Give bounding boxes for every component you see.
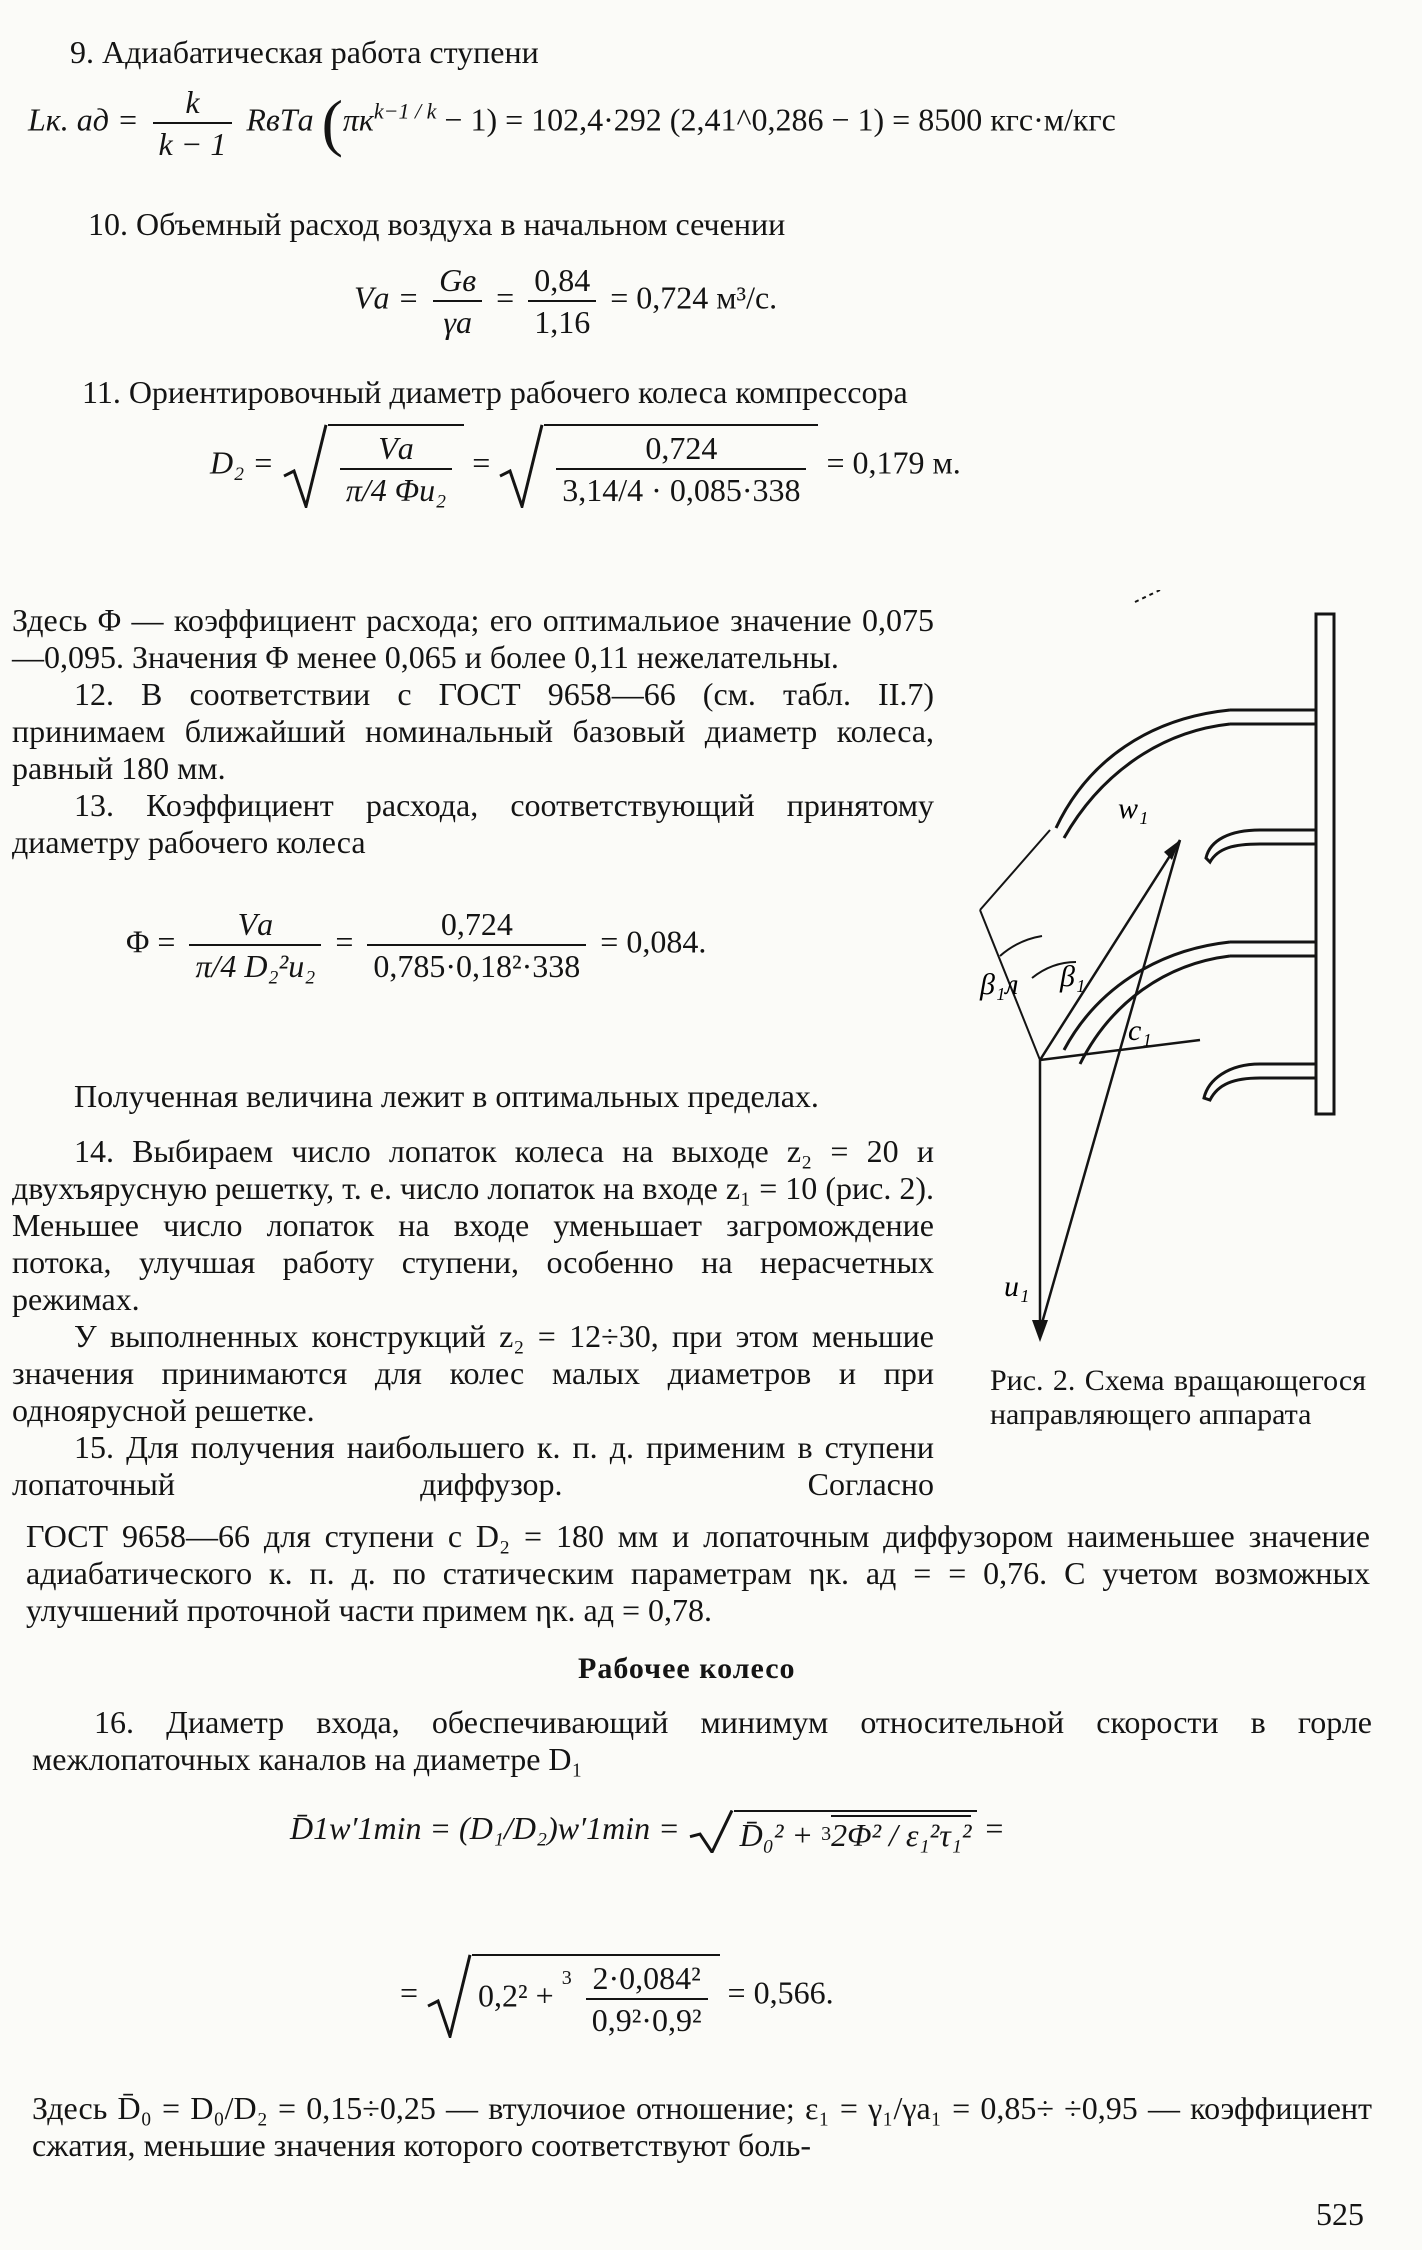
- eq11-num2: 0,724: [556, 430, 806, 470]
- eq13-lhs: Φ =: [126, 923, 176, 960]
- eq11-sqrt1: [282, 424, 464, 508]
- phi-note: Здесь Φ — коэффициент расхода; его оптимальиое значение 0,075—0,095. Значения Φ менее 0,065 и более 0,11 нежелательны.: [12, 602, 934, 675]
- radical-sign-icon: [426, 1954, 472, 2038]
- item-10-text: 10. Объемный расход воздуха в начальном сечении: [88, 206, 786, 242]
- final-note-text: Здесь D̄₀ = D₀/D₂ = 0,15÷0,25 — втулочиое отношение; ε₁ = γ₁/γа₁ = 0,85÷ ÷0,95 — коэффициент сжатия, меньшие значения которого соответствуют боль-: [32, 2090, 1372, 2163]
- tangent-line: [980, 830, 1050, 910]
- back-plate: [1316, 614, 1334, 1114]
- label-beta1: β₁: [1060, 960, 1086, 993]
- item-15b-text: ГОСТ 9658—66 для ступени с D₂ = 180 мм и лопаточным диффузором наименьшее значение адиабатического к. п. д. по статическим параметрам ηк. ад = = 0,76. С учетом возможных улучшений проточной части примем ηк. ад = 0,78.: [26, 1518, 1370, 1628]
- eq11-num1: Vа: [340, 430, 452, 470]
- eq9-num: k: [153, 84, 233, 124]
- item-9-text: 9. Адиабатическая работа ступени: [70, 34, 539, 70]
- eq13-rhs: = 0,084.: [600, 923, 707, 960]
- eq16b-frac: [586, 1960, 708, 2038]
- eq11-lhs: D₂ =: [210, 444, 274, 481]
- eq13-den1: π/4 D₂²u₂: [195, 948, 316, 984]
- eq9-den: k − 1: [158, 126, 227, 162]
- range-note: Полученная величина лежит в оптимальных пределах.: [74, 1078, 819, 1114]
- figure-caption-text: Рис. 2. Схема вращающегося направляющего аппарата: [990, 1364, 1366, 1431]
- item-16-block: [32, 1704, 1372, 1778]
- label-w1: w₁: [1118, 792, 1149, 825]
- final-note-block: [32, 2090, 1372, 2164]
- eq16-inner: D̄₀² +: [739, 1817, 814, 1854]
- leader-mark: [1135, 590, 1160, 602]
- beta1l-arc: [1000, 936, 1042, 956]
- eq10-lhs: Vа =: [354, 279, 420, 316]
- item-12-text: 12. В соответствии с ГОСТ 9658—66 (см. табл. II.7) принимаем ближайший номинальный базовый диаметр колеса, равный 180 мм.: [12, 676, 934, 786]
- eq16b-sqrt: 0,2² + $^3$ $\frac{\text{2·0,084²}}{\text{0,9²·0,9²}}$: [426, 1954, 719, 2038]
- eq11-den2: 3,14/4 · 0,085·338: [562, 472, 801, 508]
- eq9-pi: πк: [342, 101, 374, 138]
- eq13-den2: 0,785·0,18²·338: [373, 948, 581, 984]
- item-15a-text: 15. Для получения наибольшего к. п. д. применим в ступени лопаточный диффузор. Согласно: [12, 1429, 934, 1502]
- item-10-equation: Vа = $\frac{Gв}{\gamma а}$ = $\frac{0,84}{1,16}$ = 0,724 м³/с.: [354, 262, 778, 340]
- blade-2: [1206, 830, 1260, 862]
- eq11-frac1: [340, 430, 452, 508]
- eq16b-lhs: =: [400, 1974, 419, 2011]
- item-9-equation: Lк. ад = $\frac{k}{k - 1}$ RвTа $(\pi к^{k-1 / k} - 1) = 102,4\cdot 292$ (2,41^0,286 − 1) = 8500 кгс·м/кгс: [28, 84, 1116, 162]
- eq11-rhs: = 0,179 м.: [826, 444, 961, 481]
- eq16-lhs: D̄1w′1min = (D₁/D₂)w′1min =: [290, 1810, 680, 1846]
- section-heading: Рабочее колесо: [578, 1652, 796, 1685]
- eq16b-den: 0,9²·0,9²: [591, 2002, 702, 2038]
- eq9-mid: RвTа: [246, 101, 314, 138]
- eq13-frac1: [189, 906, 321, 984]
- eq10-rhs: = 0,724 м³/с.: [610, 279, 778, 316]
- page-number: 525: [1316, 2196, 1364, 2232]
- eq10-frac2: [528, 262, 596, 340]
- eq10-frac1: [433, 262, 482, 340]
- eq16b-num: 2·0,084²: [586, 1960, 708, 2000]
- eq13-frac2: [367, 906, 586, 984]
- eq9-lhs: Lк. ад =: [28, 101, 139, 138]
- item-13-text: 13. Коэффициент расхода, соответствующий принятому диаметру рабочего колеса: [12, 787, 934, 860]
- eq9-frac: [153, 84, 233, 162]
- item-16-equation-2: [400, 1954, 834, 2038]
- eq10-num1: Gв: [433, 262, 482, 302]
- w1-vector: [1040, 840, 1180, 1060]
- eq16-equals: =: [985, 1810, 1004, 1846]
- triangle-side: [1040, 840, 1180, 1330]
- item-16-equation: [290, 1810, 1003, 1853]
- label-u1: u₁: [1004, 1270, 1030, 1303]
- left-column-text-2: [12, 1078, 934, 1503]
- eq9-exp: k−1 / k: [373, 98, 437, 124]
- eq10-den1: γа: [443, 304, 472, 340]
- label-c1: c₁: [1128, 1014, 1152, 1047]
- eq16b-inner: 0,2² +: [478, 1977, 554, 2014]
- item-15-continuation: [26, 1518, 1370, 1629]
- radical-sign-icon: [282, 424, 328, 508]
- radical-sign-icon: [688, 1810, 734, 1853]
- eq11-den1: π/4 Φu₂: [345, 472, 447, 508]
- item-14b-text: У выполненных конструкций z₂ = 12÷30, при этом меньшие значения принимаются для колес малых диаметров и при одноярусной решетке.: [12, 1318, 934, 1428]
- eq11-frac2: [556, 430, 806, 508]
- eq16-sqrt: D̄₀² + $^3$2Φ² / ε₁²τ₁²: [688, 1810, 978, 1853]
- item-11-text: 11. Ориентировочный диаметр рабочего колеса компрессора: [82, 374, 908, 410]
- item-11-equation: D₂ = $\frac{Vа}{\text{π/4 Φu₂}}$ = $\frac{0,724}{3,14/4 \cdot 0,085\cdot 338}$ = 0,179 м.: [210, 424, 961, 508]
- blade-3b: [1080, 956, 1230, 1064]
- eq16-cbrt: 2Φ² / ε₁²τ₁²: [831, 1817, 972, 1854]
- item-13-equation: Φ = $\frac{Vа}{\text{π/4 D₂²u₂}}$ = $\frac{0,724}{\text{0,785·0,18²·338}}$ = 0,084.: [126, 906, 707, 984]
- eq13-num2: 0,724: [367, 906, 586, 946]
- eq10-den2: 1,16: [534, 304, 591, 340]
- eq11-sqrt2: [498, 424, 818, 508]
- figure-caption: [990, 1364, 1366, 1432]
- blade-4: [1204, 1064, 1260, 1100]
- eq13-num1: Vа: [189, 906, 321, 946]
- eq16b-rhs: = 0,566.: [727, 1974, 834, 2011]
- u1-arrowhead: [1032, 1320, 1048, 1342]
- left-column-text: [12, 602, 934, 861]
- eq10-num2: 0,84: [528, 262, 596, 302]
- figure-rotating-guide-vane: [960, 590, 1380, 1350]
- item-14-text: 14. Выбираем число лопаток колеса на выходе z₂ = 20 и двухъярусную решетку, т. е. число лопаток на входе z₁ = 10 (рис. 2). Меньшее число лопаток на входе уменьшает загромождение потока, улучшая работу ступени, особенно на нерасчетных режимах.: [12, 1133, 934, 1317]
- radical-sign-icon: [498, 424, 544, 508]
- item-16-text: 16. Диаметр входа, обеспечивающий минимум относительной скорости в горле межлопаточных каналов на диаметре D₁: [32, 1704, 1372, 1777]
- label-beta1l: β₁л: [980, 968, 1019, 1001]
- eq9-rhs: − 1) = 102,4·292 (2,41^0,286 − 1) = 8500 кгс·м/кгс: [444, 101, 1116, 138]
